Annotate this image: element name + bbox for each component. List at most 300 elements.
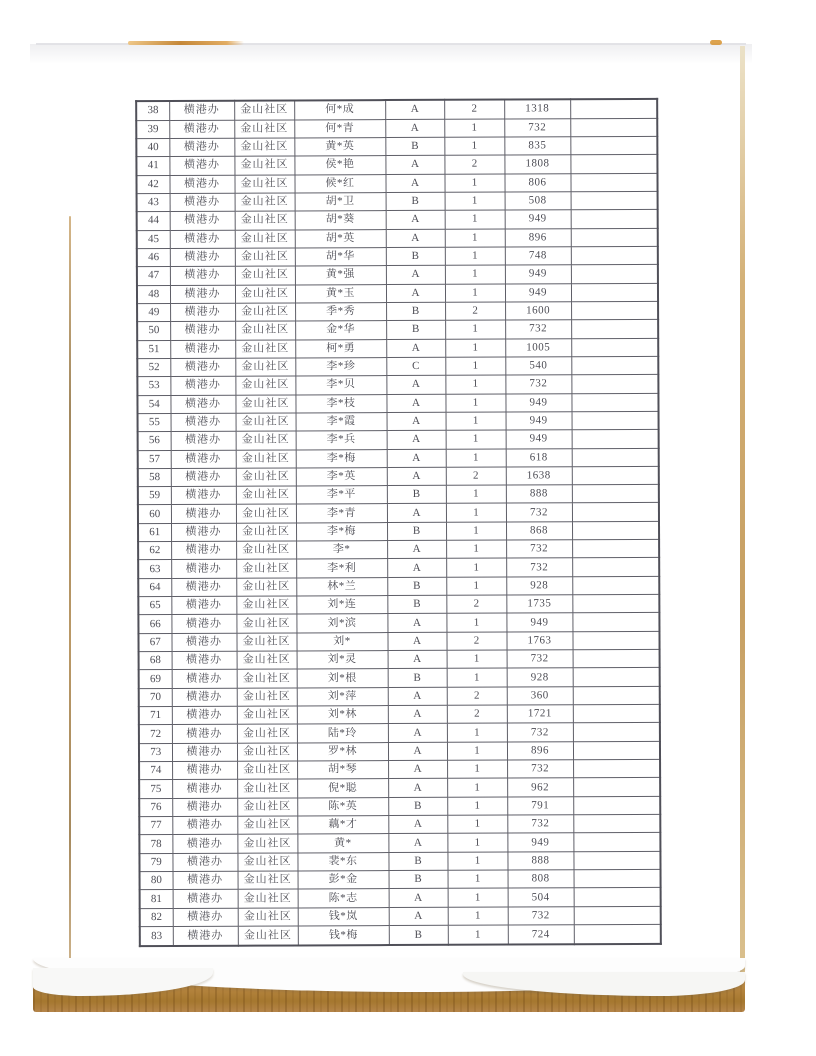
cell-count: 1 xyxy=(446,577,506,596)
cell-row-number: 47 xyxy=(137,267,170,285)
cell-row-number: 54 xyxy=(137,395,170,413)
table-row xyxy=(137,393,658,414)
cell-name: 刘*灵 xyxy=(297,651,388,670)
cell-count: 2 xyxy=(446,467,506,486)
cell-amount: 888 xyxy=(507,851,573,870)
cell-note xyxy=(572,466,659,485)
cell-community: 金山社区 xyxy=(234,138,294,157)
cell-community: 金山社区 xyxy=(238,908,298,927)
cell-grade: B xyxy=(388,669,447,688)
cell-name: 李* xyxy=(296,541,387,560)
cell-row-number: 68 xyxy=(139,652,172,670)
cell-office: 横港办 xyxy=(170,358,235,377)
cell-row-number: 56 xyxy=(138,432,171,450)
cell-count: 1 xyxy=(445,320,505,339)
page-bottom-area xyxy=(33,958,745,1012)
cell-count: 1 xyxy=(445,192,505,211)
cell-office: 横港办 xyxy=(171,486,236,505)
cell-grade: A xyxy=(387,504,446,523)
table-row xyxy=(139,796,660,817)
cell-count: 2 xyxy=(444,100,504,119)
table-row xyxy=(138,448,659,469)
cell-row-number: 79 xyxy=(139,853,172,871)
underlying-page-edge-left xyxy=(69,216,71,988)
cell-office: 横港办 xyxy=(170,285,235,304)
cell-amount: 962 xyxy=(507,778,573,797)
cell-amount: 732 xyxy=(504,118,570,137)
cell-count: 1 xyxy=(446,430,506,449)
cell-grade: A xyxy=(387,632,446,651)
desk-sliver-top-right xyxy=(710,40,722,45)
cell-note xyxy=(573,704,660,723)
cell-community: 金山社区 xyxy=(237,834,297,853)
cell-office: 横港办 xyxy=(170,340,235,359)
cell-grade: B xyxy=(388,852,447,871)
cell-count: 1 xyxy=(445,265,505,284)
cell-note xyxy=(573,759,660,778)
cell-count: 1 xyxy=(444,119,504,138)
cell-amount: 732 xyxy=(507,650,573,669)
cell-amount: 868 xyxy=(506,522,572,541)
cell-name: 倪*聪 xyxy=(297,779,388,798)
cell-amount: 949 xyxy=(505,393,571,412)
cell-grade: B xyxy=(387,595,446,614)
cell-note xyxy=(572,594,659,613)
cell-note xyxy=(571,265,658,284)
table-row xyxy=(136,118,657,139)
cell-note xyxy=(572,576,659,595)
desk-edge-right xyxy=(740,46,745,988)
cell-name: 黄*英 xyxy=(294,137,385,156)
cell-grade: A xyxy=(389,907,448,926)
cell-amount: 540 xyxy=(505,357,571,376)
table-row xyxy=(137,356,658,377)
cell-community: 金山社区 xyxy=(235,321,295,340)
cell-amount: 1808 xyxy=(504,155,570,174)
cell-grade: A xyxy=(387,614,446,633)
cell-name: 胡*华 xyxy=(295,247,386,266)
cell-note xyxy=(572,430,659,449)
cell-name: 李*英 xyxy=(296,467,387,486)
cell-amount: 1005 xyxy=(505,338,571,357)
cell-note xyxy=(571,375,658,394)
cell-name: 刘*滨 xyxy=(296,614,387,633)
cell-count: 1 xyxy=(447,778,507,797)
cell-community: 金山社区 xyxy=(237,669,297,688)
cell-community: 金山社区 xyxy=(237,853,297,872)
cell-amount: 1763 xyxy=(506,632,572,651)
cell-office: 横港办 xyxy=(171,615,236,634)
table-row xyxy=(138,540,659,561)
cell-count: 1 xyxy=(445,284,505,303)
cell-amount: 791 xyxy=(507,796,573,815)
cell-office: 横港办 xyxy=(171,505,236,524)
cell-office: 横港办 xyxy=(173,926,238,946)
cell-row-number: 78 xyxy=(139,835,172,853)
cell-office: 横港办 xyxy=(171,468,236,487)
cell-note xyxy=(571,210,658,229)
cell-name: 胡*英 xyxy=(295,229,386,248)
cell-office: 横港办 xyxy=(171,413,236,432)
cell-amount: 1600 xyxy=(505,302,571,321)
cell-row-number: 64 xyxy=(138,578,171,596)
cell-amount: 732 xyxy=(506,558,572,577)
cell-name: 李*珍 xyxy=(295,357,386,376)
cell-name: 李*梅 xyxy=(296,522,387,541)
cell-row-number: 69 xyxy=(139,670,172,688)
cell-community: 金山社区 xyxy=(236,633,296,652)
cell-community: 金山社区 xyxy=(234,120,294,139)
cell-amount: 732 xyxy=(507,723,573,742)
cell-grade: B xyxy=(386,192,445,211)
cell-grade: B xyxy=(385,137,444,156)
cell-name: 钱*梅 xyxy=(298,926,389,946)
cell-community: 金山社区 xyxy=(236,559,296,578)
cell-count: 2 xyxy=(447,705,507,724)
cell-name: 李*贝 xyxy=(295,376,386,395)
cell-row-number: 61 xyxy=(138,523,171,541)
cell-community: 金山社区 xyxy=(238,871,298,890)
cell-amount: 732 xyxy=(508,906,574,925)
cell-count: 1 xyxy=(447,742,507,761)
cell-community: 金山社区 xyxy=(235,358,295,377)
cell-community: 金山社区 xyxy=(235,248,295,267)
table-row xyxy=(138,521,659,542)
cell-name: 黄*强 xyxy=(295,266,386,285)
table-row xyxy=(140,869,661,890)
cell-count: 1 xyxy=(448,925,508,945)
cell-grade: A xyxy=(388,650,447,669)
cell-name: 李*枝 xyxy=(295,394,386,413)
table-row xyxy=(139,649,660,670)
table-row xyxy=(139,723,660,744)
cell-office: 横港办 xyxy=(170,230,235,249)
cell-note xyxy=(573,741,660,760)
cell-grade: B xyxy=(389,925,448,945)
cell-community: 金山社区 xyxy=(235,193,295,212)
cell-grade: A xyxy=(386,229,445,248)
cell-name: 侯*艳 xyxy=(294,156,385,175)
cell-count: 1 xyxy=(444,137,504,156)
cell-office: 横港办 xyxy=(171,560,236,579)
cell-row-number: 83 xyxy=(140,927,173,947)
cell-amount: 896 xyxy=(505,228,571,247)
cell-count: 2 xyxy=(444,155,504,174)
table-row xyxy=(139,833,660,854)
cell-name: 李*利 xyxy=(296,559,387,578)
cell-office: 横港办 xyxy=(169,175,234,194)
cell-count: 1 xyxy=(445,375,505,394)
cell-community: 金山社区 xyxy=(237,724,297,743)
cell-note xyxy=(570,173,657,192)
cell-note xyxy=(573,814,660,833)
cell-note xyxy=(571,356,658,375)
table-row xyxy=(140,924,661,946)
cell-note xyxy=(572,613,659,632)
cell-office: 横港办 xyxy=(172,651,237,670)
cell-row-number: 43 xyxy=(137,193,170,211)
table-row xyxy=(136,136,657,157)
cell-community: 金山社区 xyxy=(237,798,297,817)
cell-amount: 732 xyxy=(505,375,571,394)
cell-community: 金山社区 xyxy=(235,266,295,285)
cell-name: 裴*东 xyxy=(297,852,388,871)
cell-community: 金山社区 xyxy=(237,651,297,670)
cell-name: 刘*根 xyxy=(297,669,388,688)
cell-community: 金山社区 xyxy=(235,284,295,303)
cell-grade: A xyxy=(387,449,446,468)
table-row xyxy=(137,228,658,249)
cell-office: 横港办 xyxy=(170,193,235,212)
cell-amount: 949 xyxy=(505,283,571,302)
cell-count: 1 xyxy=(445,247,505,266)
table-row xyxy=(137,283,658,304)
cell-office: 横港办 xyxy=(170,266,235,285)
cell-amount: 949 xyxy=(507,833,573,852)
desk-sliver-top-left xyxy=(128,41,244,45)
cell-amount: 928 xyxy=(506,577,572,596)
table-row xyxy=(138,503,659,524)
cell-amount: 949 xyxy=(505,210,571,229)
cell-name: 彭*金 xyxy=(298,871,389,890)
cell-office: 横港办 xyxy=(171,450,236,469)
table-row xyxy=(139,741,660,762)
table-row xyxy=(137,338,658,359)
cell-note xyxy=(572,631,659,650)
cell-grade: A xyxy=(385,156,444,175)
cell-office: 横港办 xyxy=(172,835,237,854)
cell-note xyxy=(571,191,658,210)
table-row xyxy=(137,191,658,212)
cell-note xyxy=(573,851,660,870)
cell-count: 1 xyxy=(446,522,506,541)
cell-office: 横港办 xyxy=(169,120,234,139)
cell-row-number: 62 xyxy=(138,542,171,560)
table-row xyxy=(138,558,659,579)
cell-note xyxy=(570,99,657,118)
cell-grade: A xyxy=(389,889,448,908)
cell-office: 横港办 xyxy=(170,211,235,230)
cell-count: 1 xyxy=(445,339,505,358)
cell-office: 横港办 xyxy=(170,321,235,340)
cell-row-number: 39 xyxy=(136,120,169,138)
cell-name: 柯*勇 xyxy=(295,339,386,358)
cell-count: 1 xyxy=(445,394,505,413)
cell-grade: A xyxy=(388,760,447,779)
cell-office: 横港办 xyxy=(172,816,237,835)
table-row xyxy=(138,613,659,634)
cell-row-number: 45 xyxy=(137,230,170,248)
cell-count: 2 xyxy=(446,632,506,651)
cell-grade: B xyxy=(386,247,445,266)
cell-row-number: 49 xyxy=(137,303,170,321)
cell-community: 金山社区 xyxy=(235,230,295,249)
cell-community: 金山社区 xyxy=(236,578,296,597)
cell-note xyxy=(572,558,659,577)
table-row xyxy=(139,759,660,780)
cell-grade: B xyxy=(386,320,445,339)
cell-name: 林*兰 xyxy=(296,577,387,596)
cell-amount: 949 xyxy=(506,412,572,431)
cell-note xyxy=(573,833,660,852)
cell-row-number: 44 xyxy=(137,212,170,230)
cell-note xyxy=(572,448,659,467)
cell-note xyxy=(572,485,659,504)
cell-note xyxy=(571,228,658,247)
cell-name: 季*秀 xyxy=(295,302,386,321)
cell-office: 横港办 xyxy=(172,853,237,872)
cell-amount: 1721 xyxy=(507,705,573,724)
cell-community: 金山社区 xyxy=(236,523,296,542)
cell-row-number: 74 xyxy=(139,762,172,780)
table-row xyxy=(137,375,658,396)
cell-office: 横港办 xyxy=(170,395,235,414)
table-row xyxy=(137,265,658,286)
cell-community: 金山社区 xyxy=(236,596,296,615)
cell-grade: B xyxy=(389,870,448,889)
cell-row-number: 63 xyxy=(138,560,171,578)
cell-note xyxy=(570,118,657,137)
cell-count: 1 xyxy=(447,650,507,669)
cell-office: 横港办 xyxy=(172,688,237,707)
cell-community: 金山社区 xyxy=(235,303,295,322)
cell-name: 陈*英 xyxy=(297,797,388,816)
cell-office: 横港办 xyxy=(170,303,235,322)
table-row xyxy=(138,576,659,597)
cell-row-number: 51 xyxy=(137,340,170,358)
cell-office: 横港办 xyxy=(170,248,235,267)
cell-amount: 360 xyxy=(507,687,573,706)
cell-row-number: 58 xyxy=(138,468,171,486)
cell-note xyxy=(570,155,657,174)
cell-count: 1 xyxy=(445,357,505,376)
cell-name: 陆*玲 xyxy=(297,724,388,743)
cell-grade: A xyxy=(388,834,447,853)
cell-row-number: 82 xyxy=(140,908,173,926)
cell-community: 金山社区 xyxy=(236,541,296,560)
cell-community: 金山社区 xyxy=(236,449,296,468)
cell-office: 横港办 xyxy=(171,523,236,542)
cell-amount: 732 xyxy=(507,760,573,779)
cell-note xyxy=(573,649,660,668)
cell-name: 黄* xyxy=(297,834,388,853)
cell-note xyxy=(573,686,660,705)
cell-count: 2 xyxy=(445,302,505,321)
cell-name: 李*青 xyxy=(296,504,387,523)
cell-name: 罗*林 xyxy=(297,742,388,761)
page-top-edge-shadow xyxy=(30,44,752,64)
cell-count: 1 xyxy=(446,613,506,632)
cell-count: 1 xyxy=(445,229,505,248)
cell-row-number: 46 xyxy=(137,248,170,266)
cell-count: 1 xyxy=(446,504,506,523)
cell-name: 候*红 xyxy=(294,174,385,193)
cell-community: 金山社区 xyxy=(235,376,295,395)
cell-grade: C xyxy=(386,357,445,376)
cell-community: 金山社区 xyxy=(237,706,297,725)
cell-row-number: 71 xyxy=(139,707,172,725)
cell-office: 横港办 xyxy=(171,431,236,450)
cell-office: 横港办 xyxy=(172,761,237,780)
cell-office: 横港办 xyxy=(173,890,238,909)
cell-name: 胡*卫 xyxy=(295,192,386,211)
cell-count: 1 xyxy=(447,723,507,742)
cell-note xyxy=(574,888,661,907)
cell-amount: 732 xyxy=(505,320,571,339)
table-row xyxy=(139,814,660,835)
cell-community: 金山社区 xyxy=(234,156,294,175)
cell-count: 1 xyxy=(446,412,506,431)
cell-name: 何*成 xyxy=(294,100,385,119)
cell-amount: 732 xyxy=(507,815,573,834)
cell-row-number: 75 xyxy=(139,780,172,798)
cell-office: 横港办 xyxy=(171,596,236,615)
cell-amount: 732 xyxy=(506,540,572,559)
table-row xyxy=(139,851,660,872)
cell-amount: 504 xyxy=(508,888,574,907)
cell-note xyxy=(573,778,660,797)
table-row xyxy=(138,430,659,451)
cell-grade: A xyxy=(385,174,444,193)
cell-grade: A xyxy=(387,412,446,431)
table-row xyxy=(136,173,657,194)
cell-note xyxy=(573,668,660,687)
cell-office: 横港办 xyxy=(173,908,238,927)
table-row xyxy=(136,99,657,120)
cell-note xyxy=(571,301,658,320)
cell-count: 1 xyxy=(448,870,508,889)
cell-row-number: 65 xyxy=(138,597,171,615)
cell-name: 胡*琴 xyxy=(297,761,388,780)
cell-count: 1 xyxy=(447,833,507,852)
table-row xyxy=(139,778,660,799)
table-row xyxy=(136,155,657,176)
cell-office: 横港办 xyxy=(169,138,234,157)
cell-note xyxy=(574,906,661,925)
cell-amount: 949 xyxy=(506,613,572,632)
cell-count: 1 xyxy=(446,540,506,559)
cell-count: 1 xyxy=(447,852,507,871)
cell-count: 1 xyxy=(447,797,507,816)
cell-office: 横港办 xyxy=(172,706,237,725)
cell-grade: A xyxy=(387,559,446,578)
cell-community: 金山社区 xyxy=(237,761,297,780)
cell-note xyxy=(572,521,659,540)
cell-community: 金山社区 xyxy=(237,779,297,798)
table-row xyxy=(139,704,660,725)
cell-community: 金山社区 xyxy=(237,688,297,707)
cell-note xyxy=(571,283,658,302)
cell-grade: B xyxy=(386,302,445,321)
cell-grade: B xyxy=(388,797,447,816)
cell-community: 金山社区 xyxy=(238,889,298,908)
cell-name: 李*平 xyxy=(296,486,387,505)
cell-name: 刘*林 xyxy=(297,706,388,725)
cell-note xyxy=(570,136,657,155)
cell-community: 金山社区 xyxy=(236,413,296,432)
cell-name: 李*霞 xyxy=(296,412,387,431)
cell-row-number: 42 xyxy=(136,175,169,193)
table-row xyxy=(140,888,661,909)
cell-community: 金山社区 xyxy=(238,926,298,946)
cell-name: 刘*连 xyxy=(296,596,387,615)
table-row xyxy=(137,210,658,231)
cell-name: 李*梅 xyxy=(296,449,387,468)
cell-amount: 949 xyxy=(506,430,572,449)
cell-count: 1 xyxy=(445,210,505,229)
table-row xyxy=(138,485,659,506)
cell-row-number: 66 xyxy=(138,615,171,633)
